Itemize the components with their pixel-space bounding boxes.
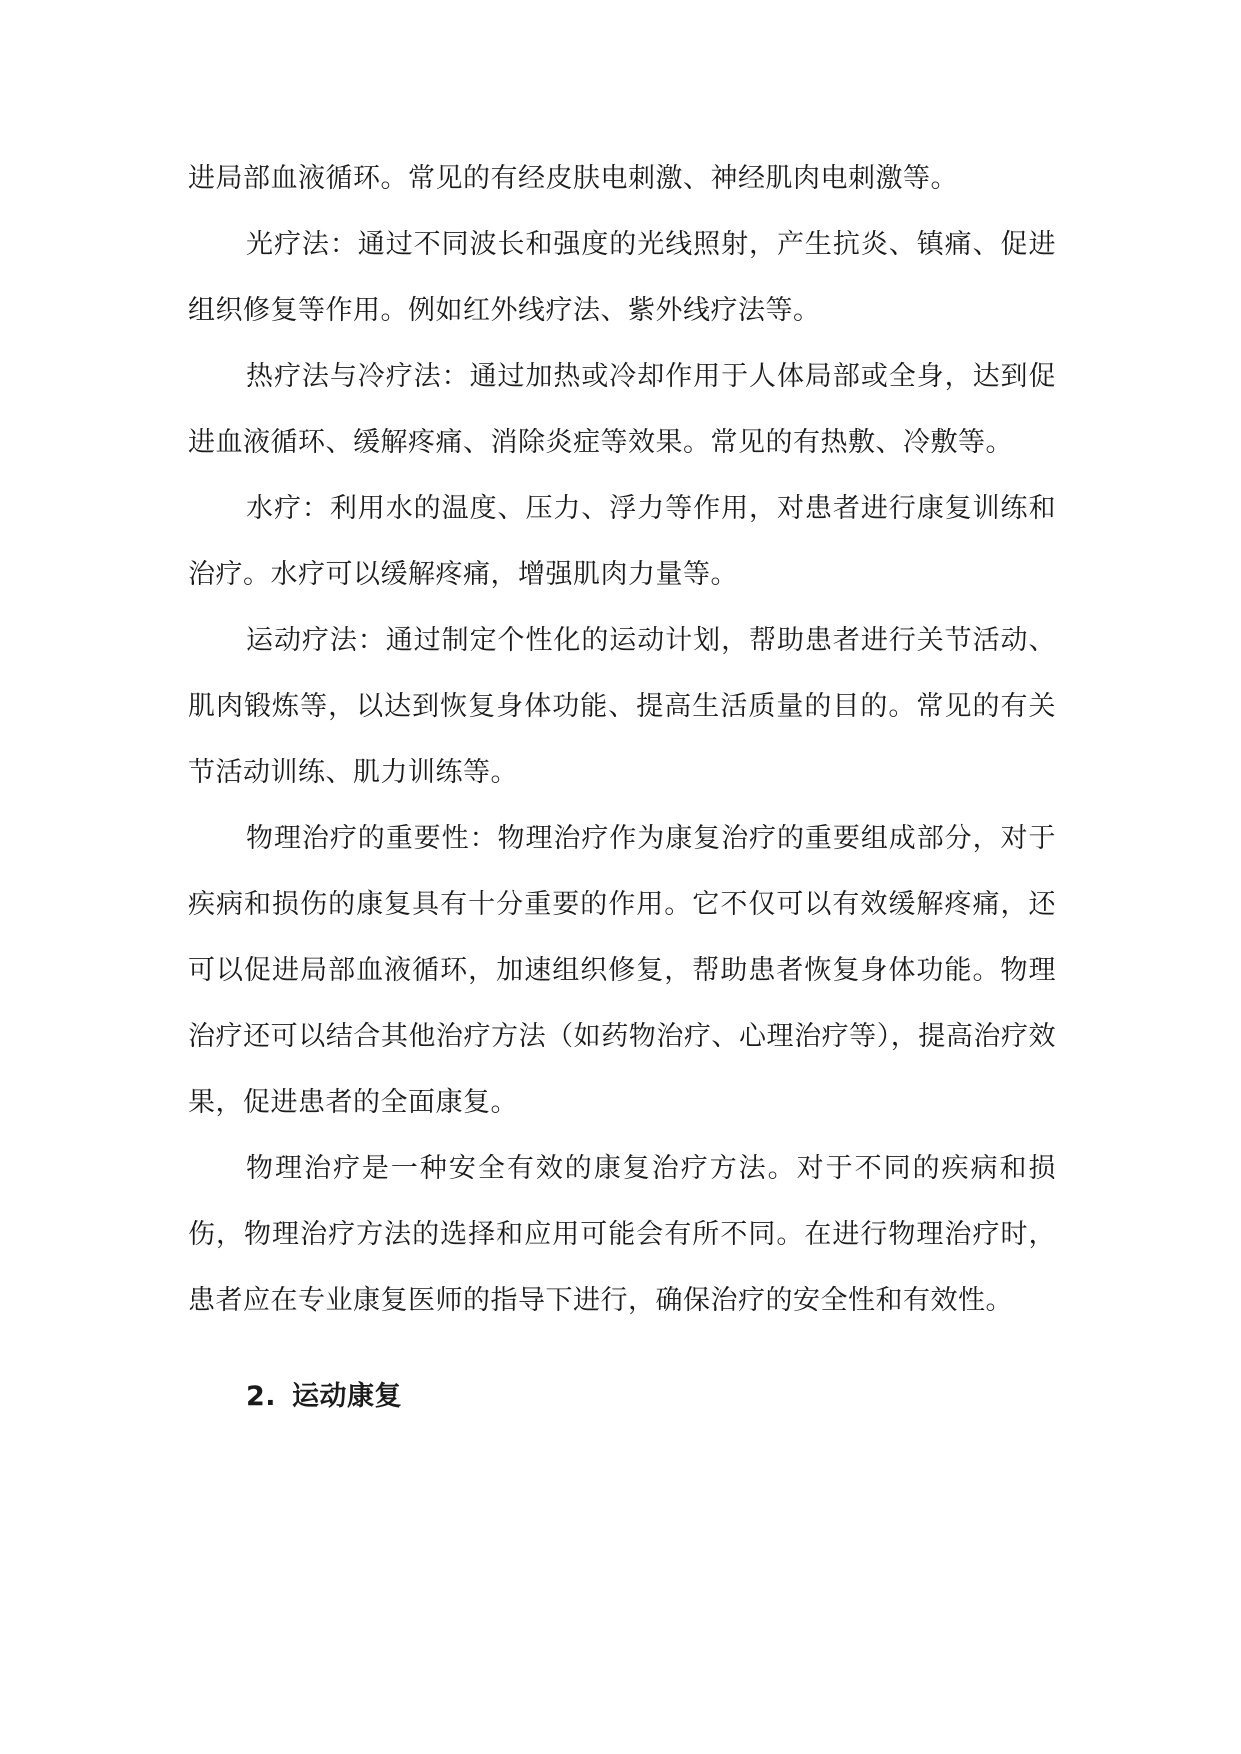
page-body [188,146,1056,1430]
paragraph-hydrotherapy: 水疗：利用水的温度、压力、浮力等作用，对患者进行康复训练和治疗。水疗可以缓解疼痛，增强肌肉力量等。 [188,493,1056,590]
paragraph-continuation: 进局部血液循环。常见的有经皮肤电刺激、神经肌肉电刺激等。 [188,163,958,194]
paragraph-light-therapy: 光疗法：通过不同波长和强度的光线照射，产生抗炎、镇痛、促进组织修复等作用。例如红外线疗法、紫外线疗法等。 [188,229,1056,326]
paragraph-conclusion: 物理治疗是一种安全有效的康复治疗方法。对于不同的疾病和损伤，物理治疗方法的选择和应用可能会有所不同。在进行物理治疗时，患者应在专业康复医师的指导下进行，确保治疗的安全性和有效性。 [188,1153,1056,1316]
section-heading [246,1364,1056,1430]
paragraph-importance: 物理治疗的重要性：物理治疗作为康复治疗的重要组成部分，对于疾病和损伤的康复具有十分重要的作用。它不仅可以有效缓解疼痛，还可以促进局部血液循环，加速组织修复，帮助患者恢复身体功能。物理治疗还可以结合其他治疗方法（如药物治疗、心理治疗等），提高治疗效果，促进患者的全面康复。 [188,823,1056,1118]
paragraph-heat-cold-therapy: 热疗法与冷疗法：通过加热或冷却作用于人体局部或全身，达到促进血液循环、缓解疼痛、消除炎症等效果。常见的有热敷、冷敷等。 [188,361,1056,458]
section-title: 运动康复 [292,1381,403,1412]
section-number: 2. [246,1381,277,1412]
paragraph-exercise-therapy: 运动疗法：通过制定个性化的运动计划，帮助患者进行关节活动、肌肉锻炼等，以达到恢复身体功能、提高生活质量的目的。常见的有关节活动训练、肌力训练等。 [188,625,1056,788]
